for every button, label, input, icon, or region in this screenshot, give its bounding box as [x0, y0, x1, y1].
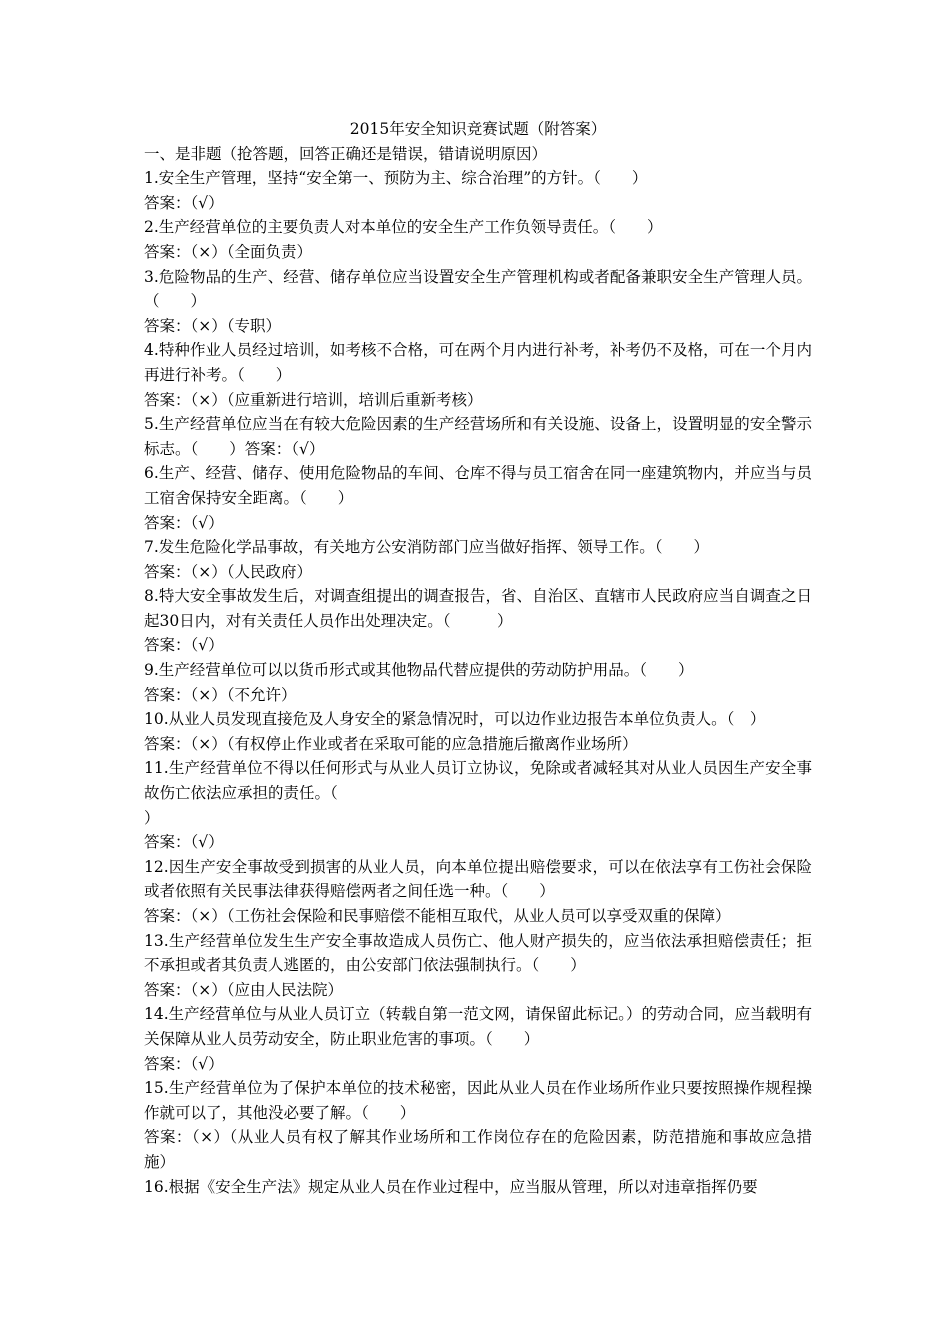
paragraph: 14.生产经营单位与从业人员订立（转载自第一范文网，请保留此标记。）的劳动合同，应当载明有关保障从业人员劳动安全，防止职业危害的事项。（ ）: [144, 1005, 812, 1048]
paragraph: 答案：（√）: [144, 833, 224, 852]
paragraph: 答案：（√）: [144, 1054, 224, 1073]
paragraph: 8.特大安全事故发生后，对调查组提出的调查报告，省、自治区、直辖市人民政府应当自调查之日起30日内，对有关责任人员作出处理决定。（ ）: [144, 587, 812, 630]
paragraph: 答案：（×）（应重新进行培训，培训后重新考核）: [144, 390, 483, 409]
paragraph: 6.生产、经营、储存、使用危险物品的车间、仓库不得与员工宿舍在同一座建筑物内，并应当与员工宿舍保持安全距离。（ ）: [144, 464, 812, 507]
paragraph: 10.从业人员发现直接危及人身安全的紧急情况时，可以边作业边报告本单位负责人。（ ）: [144, 710, 766, 729]
section-heading: 一、是非题（抢答题，回答正确还是错误，错请说明原因）: [144, 144, 548, 163]
document-body: [144, 117, 812, 1199]
paragraph: 答案：（×）（工伤社会保险和民事赔偿不能相互取代，从业人员可以享受双重的保障）: [144, 907, 731, 925]
paragraph: 2.生产经营单位的主要负责人对本单位的安全生产工作负领导责任。（ ）: [144, 218, 663, 237]
paragraph: 答案：（×）（全面负责）: [144, 242, 312, 261]
paragraph: 12.因生产安全事故受到损害的从业人员，向本单位提出赔偿要求，可以在依法享有工伤社会保险或者依照有关民事法律获得赔偿两者之间任选一种。（ ）: [144, 857, 812, 901]
paragraph: 7.发生危险化学品事故，有关地方公安消防部门应当做好指挥、领导工作。（ ）: [144, 538, 710, 557]
paragraph: 答案：（×）（不允许）: [144, 685, 297, 704]
paragraph: 15.生产经营单位为了保护本单位的技术秘密，因此从业人员在作业场所作业只要按照操作规程操作就可以了，其他没必要了解。（ ）: [144, 1079, 812, 1122]
paragraph: 16.根据《安全生产法》规定从业人员在作业过程中，应当服从管理，所以对违章指挥仍要: [144, 1177, 758, 1196]
paragraph: 答案：（×）（应由人民法院）: [144, 980, 343, 999]
paragraph: ）: [144, 808, 160, 827]
paragraph: 答案：（×）（从业人员有权了解其作业场所和工作岗位存在的危险因素，防范措施和事故应急措施）: [144, 1128, 812, 1171]
paragraph: 答案：（×）（专职）: [144, 316, 281, 335]
paragraph: 3.危险物品的生产、经营、储存单位应当设置安全生产管理机构或者配备兼职安全生产管理人员。（ ）: [144, 267, 812, 311]
paragraph: 9.生产经营单位可以以货币形式或其他物品代替应提供的劳动防护用品。（ ）: [144, 661, 694, 680]
paragraph: 答案：（√）: [144, 636, 224, 655]
paragraph: 答案：（×）（有权停止作业或者在采取可能的应急措施后撤离作业场所）: [144, 734, 638, 753]
paragraph: 5.生产经营单位应当在有较大危险因素的生产经营场所和有关设施、设备上，设置明显的安全警示标志。（ ）答案：（√）: [144, 415, 812, 458]
paragraph: 13.生产经营单位发生生产安全事故造成人员伤亡、他人财产损失的，应当依法承担赔偿责任；拒不承担或者其负责人逃匿的，由公安部门依法强制执行。（ ）: [144, 931, 812, 975]
paragraph: 4.特种作业人员经过培训，如考核不合格，可在两个月内进行补考，补考仍不及格，可在一个月内再进行补考。（ ）: [144, 341, 812, 384]
document-title: 2015年安全知识竞赛试题（附答案）: [349, 120, 607, 138]
paragraph: 1.安全生产管理，坚持“安全第一、预防为主、综合治理”的方针。（ ）: [144, 169, 648, 188]
paragraph: 答案：（×）（人民政府）: [144, 562, 312, 581]
paragraph: 答案：（√）: [144, 513, 224, 532]
paragraph: 11.生产经营单位不得以任何形式与从业人员订立协议，免除或者减轻其对从业人员因生产安全事故伤亡依法应承担的责任。（: [144, 759, 812, 803]
paragraph: 答案：（√）: [144, 193, 224, 212]
